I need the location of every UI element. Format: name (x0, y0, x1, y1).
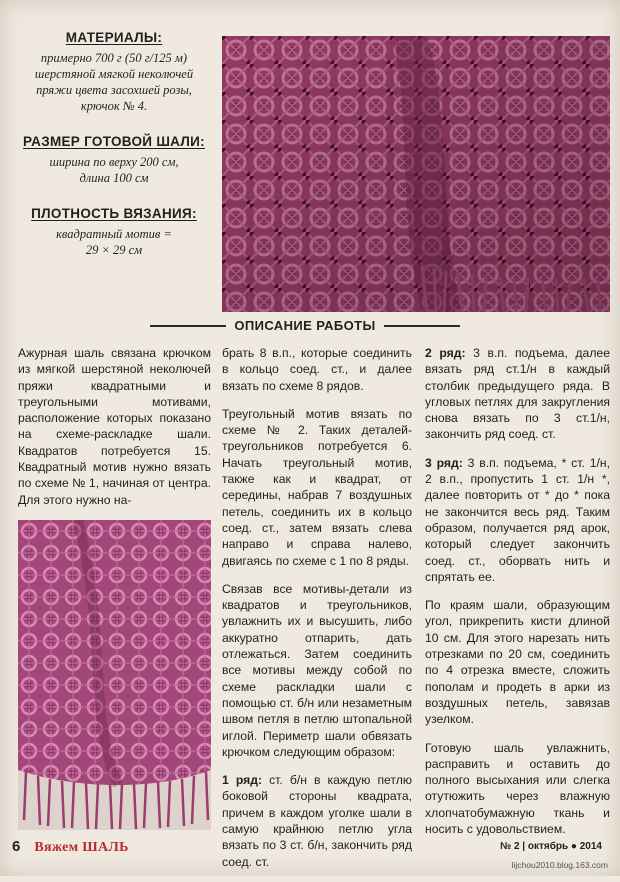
text-column-3 (425, 345, 610, 849)
paragraph (425, 455, 610, 585)
materials-line: крючок № 4. (80, 99, 148, 113)
row-label: 1 ряд: (222, 773, 263, 788)
density-text (18, 226, 210, 258)
text-column-1 (18, 345, 211, 520)
shawl-closeup-photo (222, 36, 610, 312)
paragraph: По краям шали, образующим угол, прикрепить кисти длиной 10 см. Для этого нарезать нить отрезками по 20 см, соединить по 4 отрезка вместе, сложить пополам и продеть в арки из воздушных петель, завязав узелком. (425, 598, 610, 727)
paragraph (425, 345, 610, 443)
row-text: 3 в.п. подъема, * ст. 1/н, 2 в.п., пропустить 1 ст. 1/н *, далее повторить от * до * пока не закончится весь ряд. Таким образом, получается ряд арок, который следует закончить соед. ст., оборвать нить и спрятать ее. (425, 455, 610, 584)
footer-left (12, 838, 129, 856)
issue-info: № 2 | октябрь ● 2014 (500, 841, 602, 852)
materials-info-block (18, 30, 210, 278)
size-text (18, 154, 210, 186)
materials-line: шерстяной мягкой неколючей (34, 67, 194, 81)
paragraph (222, 772, 412, 870)
magazine-title: Вяжем ШАЛЬ (34, 840, 129, 855)
section-heading (150, 318, 460, 333)
paragraph: Готовую шаль увлажнить, расправить и оставить до полного высыхания или слегка отутюжить через влажную хлопчатобумажную ткань и носить с удовольствием. (425, 740, 610, 837)
watermark-text: lijchou2010.blog.163.com (511, 860, 608, 870)
materials-line: примерно 700 г (50 г/125 м) (40, 51, 188, 65)
density-line: 29 × 29 см (85, 243, 143, 257)
paragraph: Треугольный мотив вязать по схеме № 2. Таких деталей-треугольников потребуется 6. Начать треугольный мотив, также как и квадрат, от середины, набрав 7 воздушных петель, соединить их в кольцо соед. ст., затем вязать слева направо и справа налево, двигаясь по схеме с 1 по 8 ряды. (222, 406, 412, 568)
heading-rule-left (150, 325, 226, 327)
size-line: длина 100 см (79, 171, 149, 185)
row-text: ст. б/н в каждую петлю боковой стороны квадрата, причем в каждом уголке шали в самую крайнюю петлю угла вязать по 3 ст. б/н, закончить ряд соед. ст. (222, 773, 412, 869)
density-heading: ПЛОТНОСТЬ ВЯЗАНИЯ: (31, 206, 197, 221)
density-line: квадратный мотив = (56, 227, 172, 241)
paragraph: Ажурная шаль связана крючком из мягкой шерстяной неколючей пряжи квадратными и треугольными мотивами, расположение которых показано на схеме-раскладке шали. Квадратов потребуется 15. Квадратный мотив нужно вязать по схеме № 1, начиная от центра. Для этого нужно на- (18, 346, 211, 507)
paragraph: брать 8 в.п., которые соединить в кольцо соед. ст., и далее вязать по схеме 8 рядов. (222, 346, 412, 393)
page-number: 6 (12, 838, 21, 855)
materials-heading: МАТЕРИАЛЫ: (65, 30, 163, 45)
materials-line: пряжи цвета засохшей розы, (36, 83, 192, 97)
text-column-2 (222, 345, 412, 882)
materials-text (18, 50, 210, 114)
paragraph: Связав все мотивы-детали из квадратов и треугольников, увлажнить их и высушить, либо аккуратно отпарить, дать отлежаться. Затем соединить все мотивы между собой по схеме раскладки шали с помощью ст. б/н или незаметным швом петля в петлю штопальной иглой. Периметр шали обвязать крючком следующим образом: (222, 581, 412, 759)
row-label: 3 ряд: (425, 455, 463, 470)
row-text: 3 в.п. подъема, далее вязать ряд ст.1/н в каждый столбик предыдущего ряда. В угловых петлях для закругления снова вязать по 3 ст.1/н, закончить ряд соед. ст. (425, 346, 610, 442)
heading-rule-right (384, 325, 460, 327)
size-heading: РАЗМЕР ГОТОВОЙ ШАЛИ: (23, 134, 205, 149)
shawl-full-photo (18, 520, 211, 830)
section-title: ОПИСАНИЕ РАБОТЫ (234, 318, 376, 333)
size-line: ширина по верху 200 см, (49, 155, 179, 169)
row-label: 2 ряд: (425, 346, 466, 360)
